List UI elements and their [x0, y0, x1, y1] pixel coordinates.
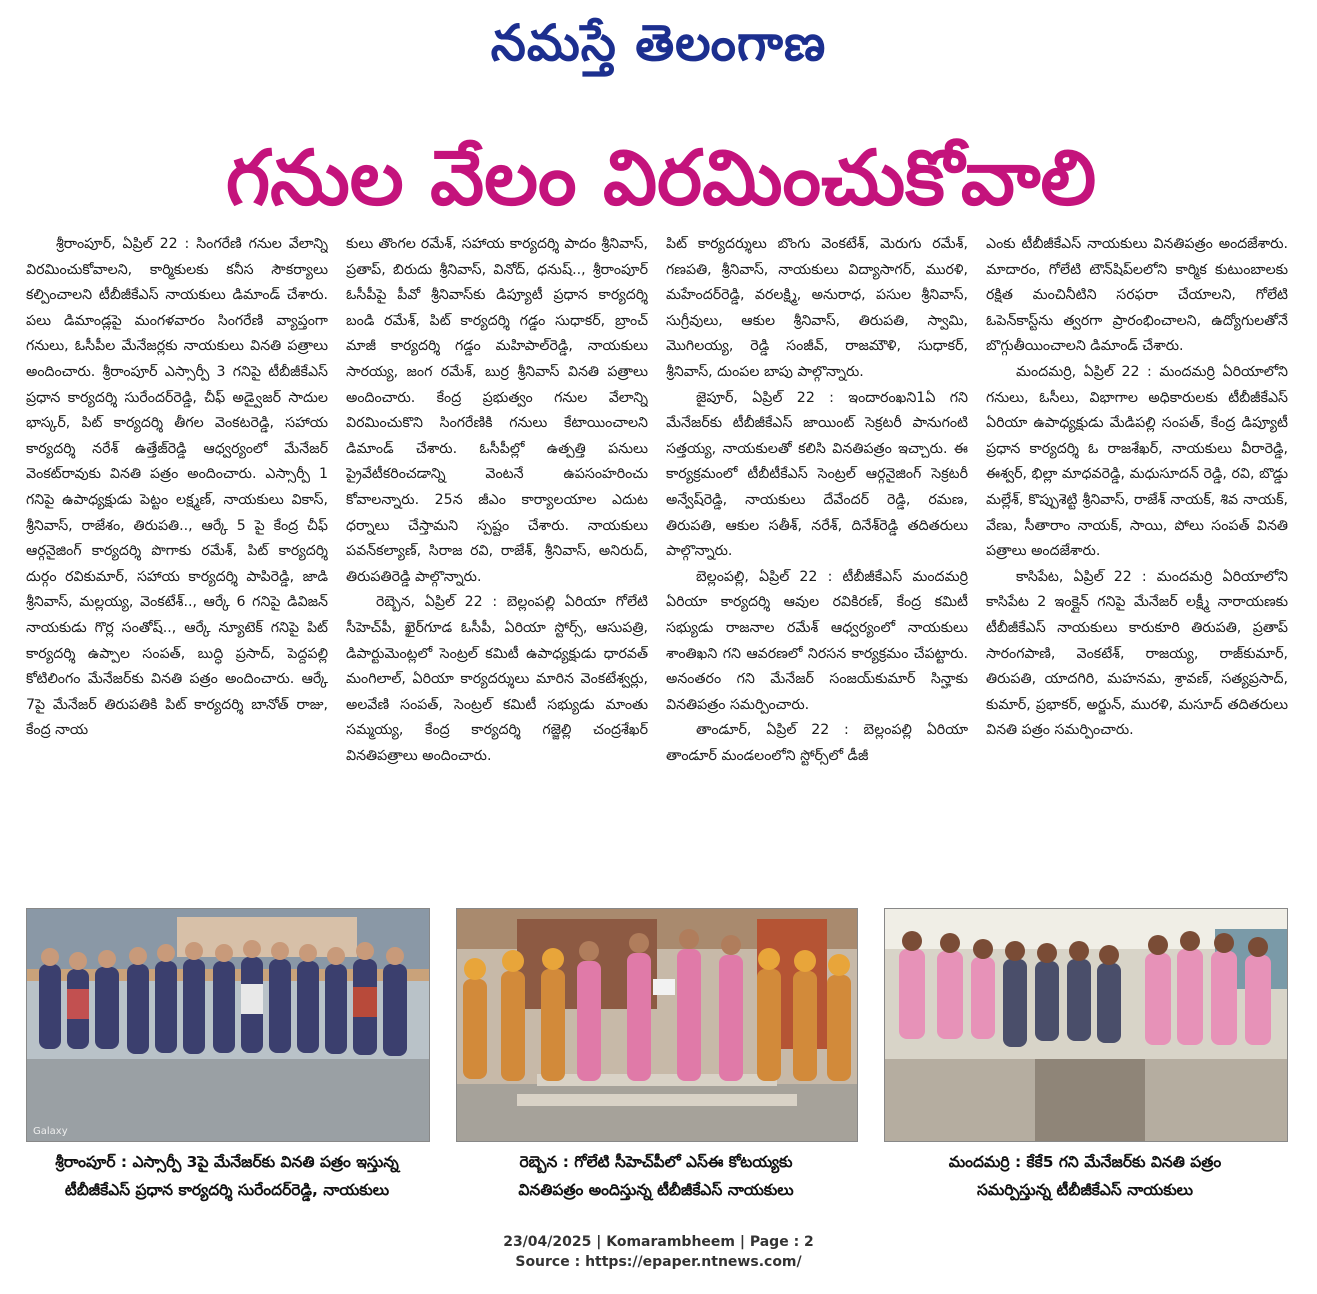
photo-mandamarri	[884, 908, 1288, 1142]
footer-edition-info: 23/04/2025 | Komarambheem | Page : 2	[503, 1234, 814, 1250]
footer-source-link[interactable]: Source : https://epaper.ntnews.com/	[515, 1254, 802, 1270]
article-column-1	[26, 232, 328, 900]
caption-line: సమర్పిస్తున్న టీబీజీకేఎస్ నాయకులు	[976, 1181, 1194, 1199]
caption-line: మందమర్రి : కేకే5 గని మేనేజర్‌కు వినతి పత్రం	[948, 1153, 1222, 1171]
headline: గనుల వేలం విరమించుకోవాలి	[225, 133, 1097, 222]
photo-caption-rebbena	[456, 1148, 856, 1204]
paragraph: రెబ్బెన, ఏప్రిల్ 22 : బెల్లంపల్లి ఏరియా గోలేటి సీహెచ్‌పీ, ఖైర్‌గూడ ఓసీపీ, ఏరియా స్టోర్స్, ఆసుపత్రి, డిపార్టుమెంట్లలో సెంట్రల్ కమిటీ ఉపాధ్యక్షుడు ధారవత్ మంగిలాల్, ఏరియా కార్యదర్శులు మారిన వెంకటేశ్వర్లు, అలవేణి సంపత్, సెంట్రల్ కమిటీ సభ్యుడు మాంతు సమ్మయ్య, కేంద్ర కార్యదర్శి గజ్జెల్లి చంద్రశేఖర్ వినతిపత్రాలు అందించారు.	[346, 594, 648, 764]
photo-srirampur	[26, 908, 430, 1142]
caption-line: శ్రీరాంపూర్ : ఎస్సార్పీ 3పై మేనేజర్‌కు వినతి పత్రం ఇస్తున్న	[55, 1153, 399, 1171]
caption-line: రెబ్బెన : గోలేటి సీహెచ్‌పీలో ఎస్ఈ కోటయ్యకు	[519, 1153, 793, 1171]
paragraph: మందమర్రి, ఏప్రిల్ 22 : మందమర్రి ఏరియాలోని గనులు, ఓసీలు, విభాగాల అధికారులకు టీబీజీకేఎస్ ఏరియా ఉపాధ్యక్షుడు మేడిపల్లి సంపత్, కేంద్ర డిప్యూటీ ప్రధాన కార్యదర్శి ఓ రాజశేఖర్, నాయకులు వీరారెడ్డి, ఈశ్వర్, భిల్లా మాధవరెడ్డి, మధుసూదన్ రెడ్డి, రవి, బొడ్డు మల్లేశ్, కొప్పుశెట్టి శ్రీనివాస్, రాజేశ్ నాయక్, శివ నాయక్, వేణు, సీతారాం నాయక్, సాయి, పోలు సంపత్ వినతి పత్రాలు అందజేశారు.	[986, 363, 1288, 560]
paragraph: పిట్ కార్యదర్శులు బొంగు వెంకటేశ్, మెరుగు రమేశ్, గణపతి, శ్రీనివాస్, నాయకులు విద్యాసాగర్, మురళి, మహేందర్‌రెడ్డి, వరలక్ష్మి, అనురాధ, పసుల శ్రీనివాస్, సుగ్రీవులు, ఆకుల శ్రీనివాస్, తిరుపతి, స్వామి, మొగిలయ్య, రెడ్డి సంజీవ్, రాజమౌళి, సుధాకర్, శ్రీనివాస్, దుంపల బాపు పాల్గొన్నారు.	[666, 236, 968, 380]
paragraph: బెల్లంపల్లి, ఏప్రిల్ 22 : టీబీజీకేఎస్ మందమర్రి ఏరియా కార్యదర్శి ఆవుల రవికిరణ్, కేంద్ర కమిటీ సభ్యుడు రాజనాల రమేశ్ ఆధ్వర్యంలో నాయకులు శాంతిఖని గని ఆవరణలో నిరసన కార్యక్రమం చేపట్టారు. అనంతరం గని మేనేజర్ సంజయ్‌కుమార్ సిన్హాకు వినతిపత్రం సమర్పించారు.	[666, 568, 968, 713]
caption-line: వినతిపత్రం అందిస్తున్న టీబీజీకేఎస్ నాయకులు	[518, 1181, 794, 1199]
photo-caption-mandamarri	[884, 1148, 1286, 1204]
paragraph: కాసిపేట, ఏప్రిల్ 22 : మందమర్రి ఏరియాలోని కాసిపేట 2 ఇంక్లైన్ గనిపై మేనేజర్ లక్ష్మీ నారాయణకు టీబీజీకేఎస్ నాయకులు కారుకూరి తిరుపతి, ప్రతాప్ సారంగపాణి, వెంకటేశ్, రాజయ్య, రాజ్‌కుమార్, తిరుపతి, యాదగిరి, మహనమ, శ్రావణ్, సత్యప్రసాద్, కుమార్, ప్రభాకర్, అర్జున్, మురళి, మసూద్ తదితరులు వినతి పత్రం సమర్పించారు.	[986, 568, 1288, 739]
caption-line: టీబీజీకేఎస్ ప్రధాన కార్యదర్శి సురేందర్‌రెడ్డి, నాయకులు	[64, 1181, 390, 1199]
article-column-4	[986, 232, 1288, 900]
paragraph: జైపూర్, ఏప్రిల్ 22 : ఇందారంఖని1ఏ గని మేనేజర్‌కు టీబీజీకేఎస్ జాయింట్ సెక్రటరీ పానుగంటి సత్తయ్య, నాయకులతో కలిసి వినతిపత్రం ఇచ్చారు. ఈ కార్యక్రమంలో టీబీటీకేఎస్ సెంట్రల్ ఆర్గనైజింగ్ సెక్రటరీ అన్వేష్‌రెడ్డి, నాయకులు దేవేందర్ రెడ్డి, రమణ, తిరుపతి, ఆకుల సతీశ్, నరేశ్, దినేశ్‌రెడ్డి తదితరులు పాల్గొన్నారు.	[666, 389, 968, 560]
masthead-logo: నమస్తే తెలంగాణ	[490, 13, 827, 72]
paragraph: కులు తొంగల రమేశ్, సహాయ కార్యదర్శి పాదం శ్రీనివాస్, ప్రతాప్, బిరుదు శ్రీనివాస్, వినోద్, ధనుష్.., శ్రీరాంపూర్ ఓసీపీపై పీవో శ్రీనివాస్‌కు డిప్యూటీ ప్రధాన కార్యదర్శి బండి రమేశ్, పిట్ కార్యదర్శి గడ్డం సుధాకర్, బ్రాంచ్ మాజీ కార్యదర్శి గడ్డం మహిపాల్‌రెడ్డి, నాయకులు సారయ్య, జంగ రమేశ్, బుర్ర శ్రీనివాస్ వినతి పత్రాలు అందించారు. కేంద్ర ప్రభుత్వం గనుల వేలాన్ని విరమించుకొని సింగరేణికి గనులు కేటాయించాలని డిమాండ్ చేశారు. ఓసీపీల్లో ఉత్పత్తి పనులు ప్రైవేటీకరించడాన్ని వెంటనే ఉపసంహరించు కోవాలన్నారు. 25న జీఎం కార్యాలయాల ఎదుట ధర్నాలు చేస్తామని స్పష్టం చేశారు. నాయకులు పవన్‌కల్యాణ్, సిరాజ రవి, రాజేశ్, శ్రీనివాస్, అనిరుద్, తిరుపతిరెడ్డి పాల్గొన్నారు.	[346, 236, 648, 585]
photo-caption-srirampur	[26, 1148, 428, 1204]
photo-watermark: Galaxy	[33, 1126, 68, 1137]
article-body	[26, 232, 1288, 900]
article-column-2	[346, 232, 648, 900]
paragraph: తాండూర్, ఏప్రిల్ 22 : బెల్లంపల్లి ఏరియా తాండూర్ మండలంలోని స్టోర్స్‌లో డీజీ	[666, 722, 968, 764]
paragraph: ఎంకు టీబీజీకేఎస్ నాయకులు వినతిపత్రం అందజేశారు. మాదారం, గోలేటి టౌన్‌షిప్‌లలోని కార్మిక కుటుంబాలకు రక్షిత మంచినీటిని సరఫరా చేయాలని, గోలేటి ఓపెన్‌కాస్ట్‌ను త్వరగా ప్రారంభించాలని, ఉద్యోగులతోనే బొగ్గుతీయించాలని డిమాండ్ చేశారు.	[986, 236, 1288, 355]
article-column-3	[666, 232, 968, 900]
photo-strip	[26, 908, 1290, 1142]
paragraph: శ్రీరాంపూర్, ఏప్రిల్ 22 : సింగరేణి గనుల వేలాన్ని విరమించుకోవాలని, కార్మికులకు కనీస సౌకర్యాలు కల్పించాలని టీబీజీకేఎస్ నాయకులు డిమాండ్ చేశారు. పలు డిమాండ్లపై మంగళవారం సింగరేణి వ్యాప్తంగా గనులు, ఓసీపీల మేనేజర్లకు నాయకులు వినతి పత్రాలు అందించారు. శ్రీరాంపూర్ ఎస్సార్పీ 3 గనిపై టీబీజీకేఎస్ ప్రధాన కార్యదర్శి సురేందర్‌రెడ్డి, చీఫ్ అడ్వైజర్ సాదుల భాస్కర్, పిట్ కార్యదర్శి తీగల వెంకటరెడ్డి, సహాయ కార్యదర్శి నరేశ్ ఉత్తేజ్‌రెడ్డి ఆధ్వర్యంలో మేనేజర్ వెంకట్‌రావుకు వినతి పత్రం అందించారు. ఎస్సార్పీ 1 గనిపై ఉపాధ్యక్షుడు పెట్టం లక్ష్మణ్, నాయకులు వికాస్, శ్రీనివాస్, రాజేశం, తిరుపతి.., ఆర్కే 5 పై కేంద్ర చీఫ్ ఆర్గనైజింగ్ కార్యదర్శి పొగాకు రమేశ్, పిట్ కార్యదర్శి దుర్గం రవికుమార్, సహాయ కార్యదర్శి పాపిరెడ్డి, జాడి శ్రీనివాస్, మల్లయ్య, వెంకటేశ్.., ఆర్కే 6 గనిపై డివిజన్ నాయకుడు గొర్ల సంతోష్.., ఆర్కే న్యూటెక్ గనిపై పిట్ కార్యదర్శి ఉప్పాల సంపత్, బుద్ధి ప్రసాద్, పెద్దపల్లి కోటిలింగం మేనేజర్‌కు వినతి పత్రం అందించారు. ఆర్కే 7పై మేనేజర్ తిరుపతికి పిట్ కార్యదర్శి బానోత్ రాజు, కేంద్ర నాయ	[26, 236, 328, 739]
page-footer	[0, 1232, 1317, 1272]
photo-rebbena	[456, 908, 858, 1142]
